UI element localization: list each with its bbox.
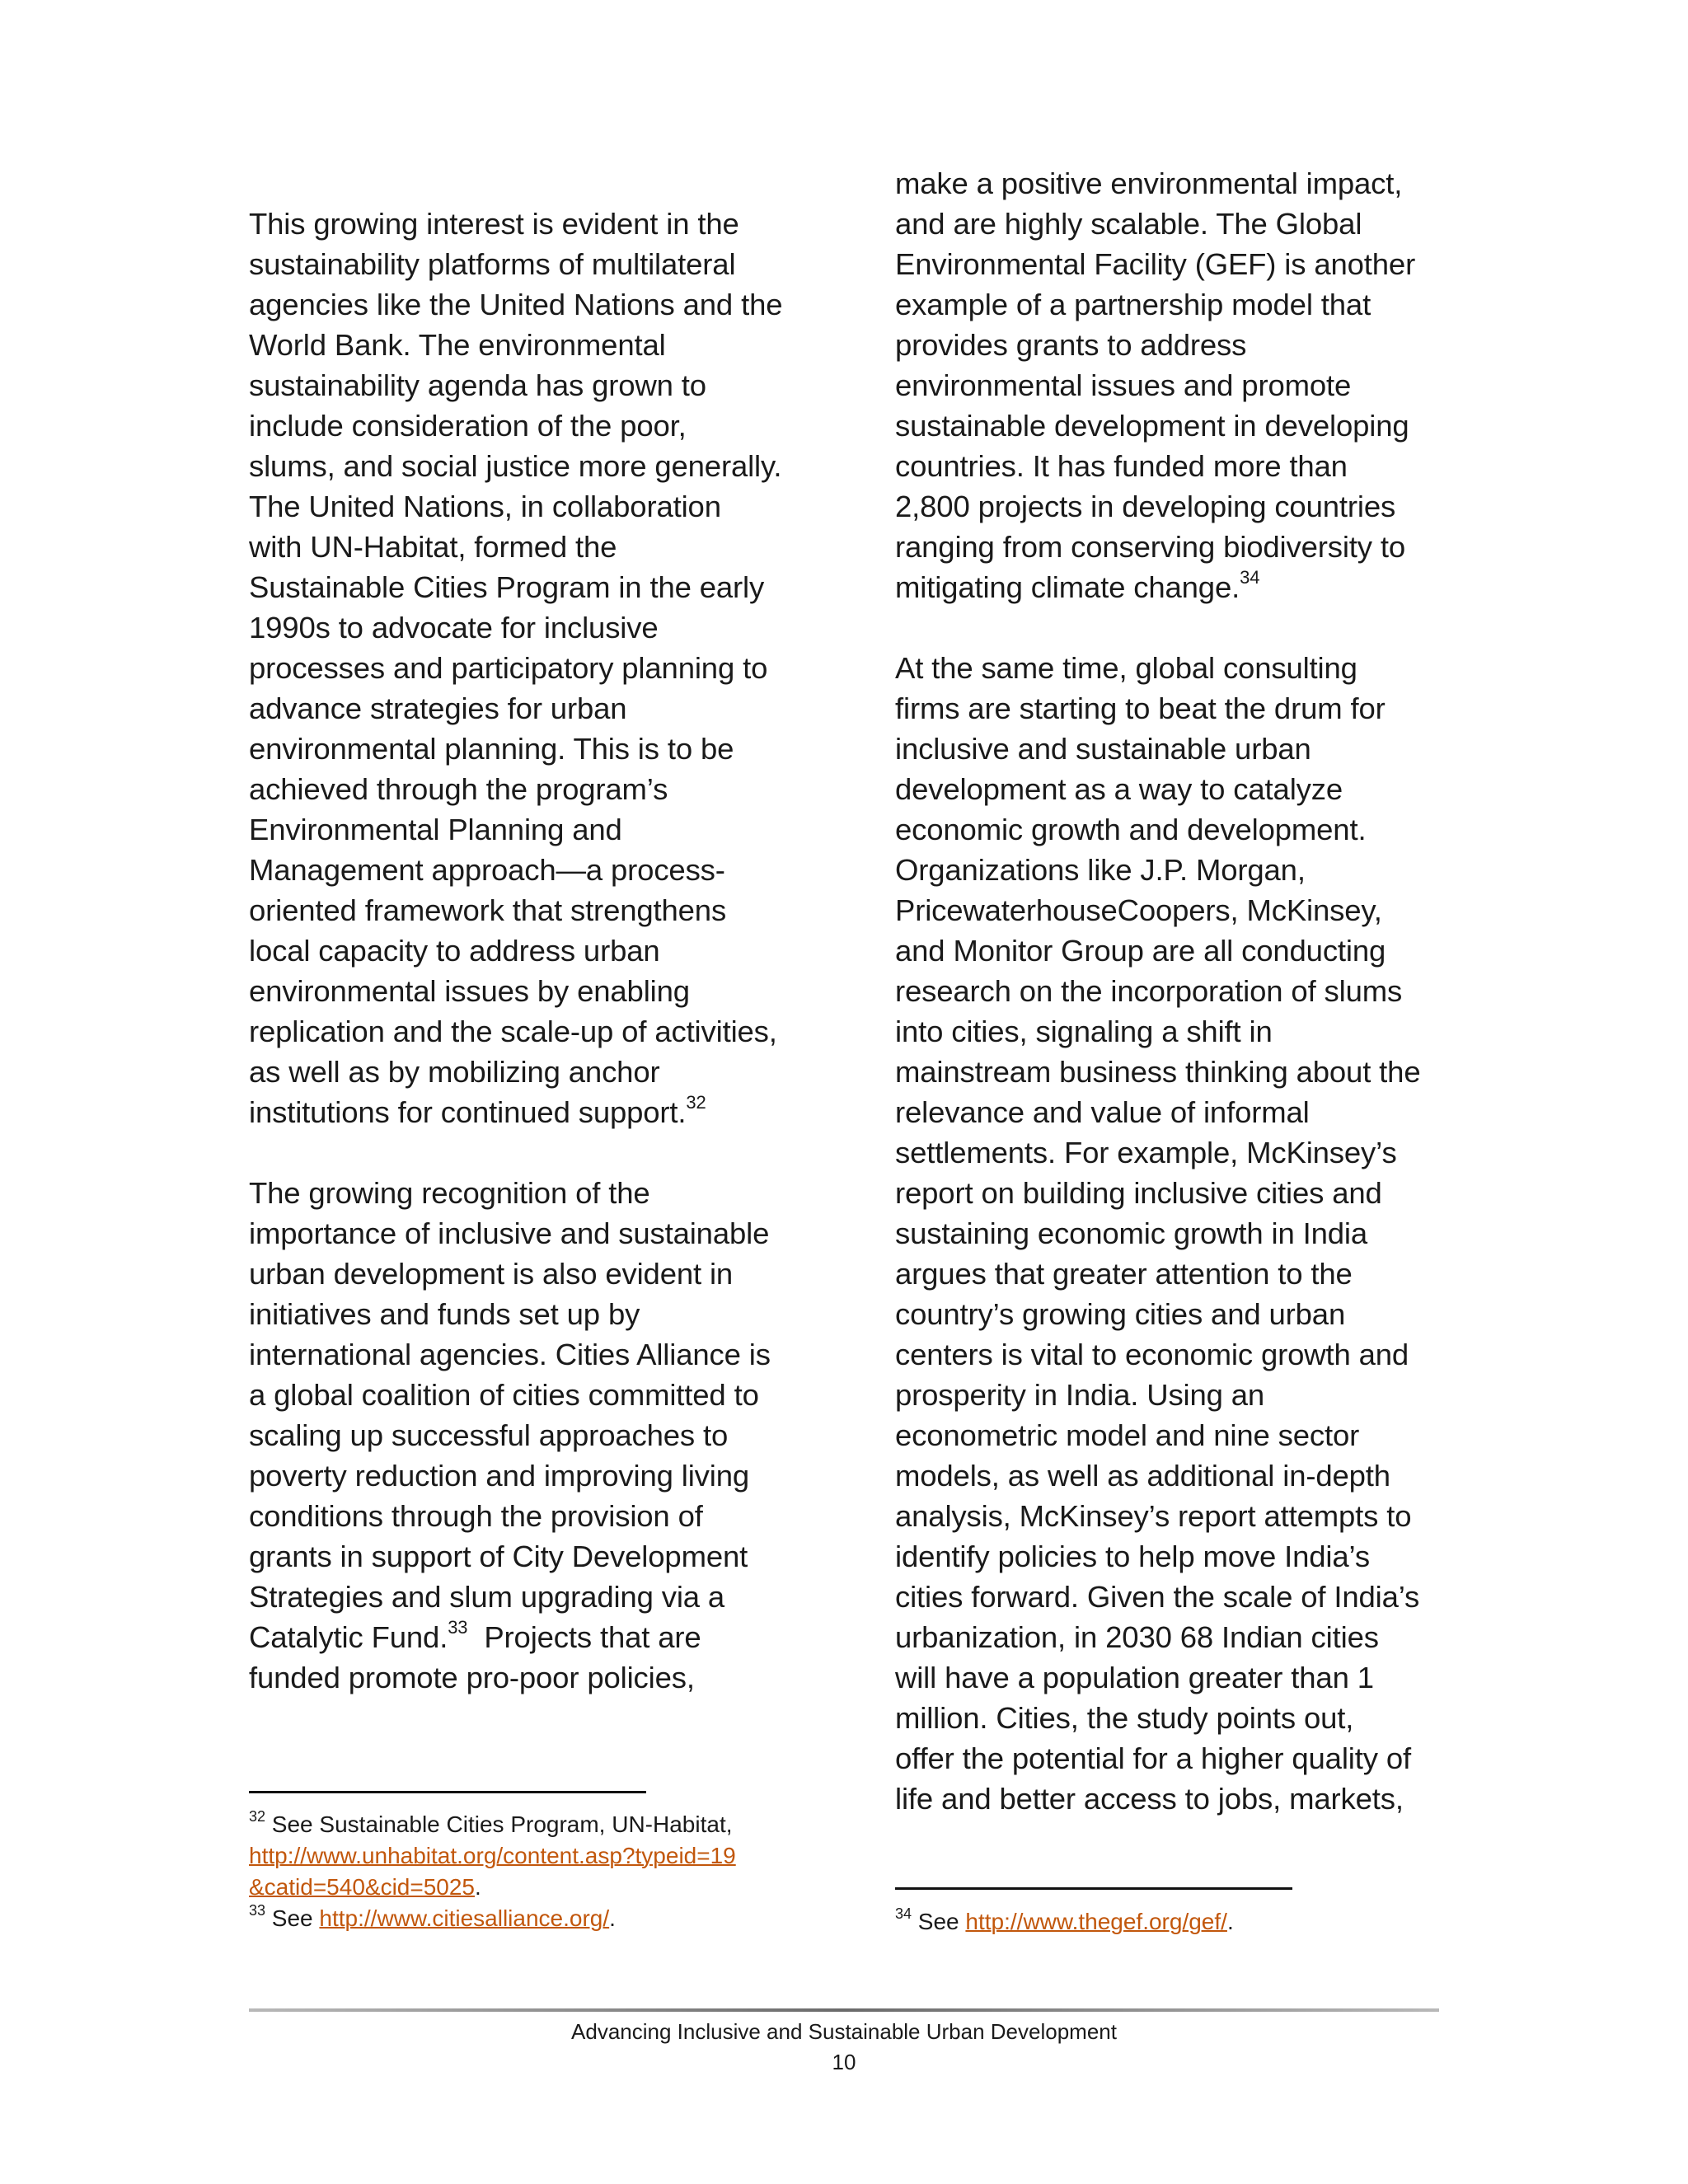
footnote-34	[895, 1906, 1234, 1938]
text-line: firms are starting to beat the drum for	[895, 691, 1386, 725]
text-line: initiatives and funds set up by	[249, 1297, 640, 1331]
footnote-number: 32	[249, 1807, 266, 1825]
paragraph-gap	[895, 607, 1472, 648]
text-line: with UN-Habitat, formed the	[249, 530, 617, 564]
footnote-32	[249, 1809, 736, 1840]
footnote-text: See Sustainable Cities Program, UN-Habitat,	[265, 1811, 733, 1837]
text-line: World Bank. The environmental	[249, 328, 666, 362]
text-line: conditions through the provision of	[249, 1499, 703, 1533]
text-line: as well as by mobilizing anchor	[249, 1055, 660, 1089]
text-line: local capacity to address urban	[249, 934, 660, 968]
text-line: achieved through the program’s	[249, 772, 668, 806]
text-line: include consideration of the poor,	[249, 409, 687, 443]
text-segment: mitigating climate change.	[895, 570, 1240, 604]
text-line: and are highly scalable. The Global	[895, 207, 1362, 241]
text-line: report on building inclusive cities and	[895, 1176, 1382, 1210]
text-line: At the same time, global consulting	[895, 651, 1357, 685]
footnote-number: 34	[895, 1905, 912, 1922]
text-line: 2,800 projects in developing countries	[895, 490, 1396, 523]
text-line: mainstream business thinking about the	[895, 1055, 1421, 1089]
paragraph	[249, 1173, 826, 1698]
text-line: poverty reduction and improving living	[249, 1459, 750, 1493]
text-line: Management approach—a process-	[249, 853, 725, 887]
text-line: inclusive and sustainable urban	[895, 732, 1311, 766]
footnote-link[interactable]: http://www.unhabitat.org/content.asp?typeid=19	[249, 1843, 736, 1868]
paragraph	[895, 648, 1472, 1819]
footnote-divider	[249, 1791, 646, 1793]
text-line: sustaining economic growth in India	[895, 1216, 1367, 1250]
text-line: into cities, signaling a shift in	[895, 1015, 1273, 1048]
text-line: prosperity in India. Using an	[895, 1378, 1265, 1412]
text-line: processes and participatory planning to	[249, 651, 768, 685]
text-line	[249, 1617, 826, 1657]
text-line: sustainability agenda has grown to	[249, 368, 706, 402]
footnote-text: See	[265, 1905, 320, 1931]
text-line: importance of inclusive and sustainable	[249, 1216, 770, 1250]
text-line: 1990s to advocate for inclusive	[249, 611, 659, 644]
text-line: sustainability platforms of multilateral	[249, 247, 736, 281]
text-line: environmental planning. This is to be	[249, 732, 734, 766]
text-line: a global coalition of cities committed to	[249, 1378, 759, 1412]
text-line: cities forward. Given the scale of India’s	[895, 1580, 1420, 1614]
footnote-32-link-line	[249, 1840, 736, 1872]
footnote-32-link-line	[249, 1872, 736, 1903]
text-line: provides grants to address	[895, 328, 1247, 362]
text-line: settlements. For example, McKinsey’s	[895, 1136, 1397, 1169]
text-line: will have a population greater than 1	[895, 1661, 1374, 1694]
text-line: argues that greater attention to the	[895, 1257, 1353, 1291]
text-line: life and better access to jobs, markets,	[895, 1782, 1404, 1816]
text-line: grants in support of City Development	[249, 1540, 748, 1573]
text-line: environmental issues and promote	[895, 368, 1352, 402]
text-line: scaling up successful approaches to	[249, 1418, 729, 1452]
text-line: oriented framework that strengthens	[249, 893, 727, 927]
text-line: Sustainable Cities Program in the early	[249, 570, 765, 604]
text-line: and Monitor Group are all conducting	[895, 934, 1386, 968]
text-line: countries. It has funded more than	[895, 449, 1348, 483]
page-number: 10	[832, 2050, 856, 2074]
text-line: Environmental Facility (GEF) is another	[895, 247, 1416, 281]
text-line: offer the potential for a higher quality of	[895, 1741, 1411, 1775]
footnote-ref-32[interactable]: 32	[686, 1091, 706, 1113]
text-line: research on the incorporation of slums	[895, 974, 1403, 1008]
text-line: centers is vital to economic growth and	[895, 1338, 1409, 1371]
text-line: advance strategies for urban	[249, 691, 627, 725]
footnote-ref-33[interactable]: 33	[448, 1616, 468, 1638]
text-line: replication and the scale-up of activities,	[249, 1015, 777, 1048]
text-line: sustainable development in developing	[895, 409, 1409, 443]
footer-title: Advancing Inclusive and Sustainable Urban Development	[571, 2019, 1117, 2044]
text-line: international agencies. Cities Alliance is	[249, 1338, 771, 1371]
text-line: example of a partnership model that	[895, 288, 1372, 321]
paragraph-gap	[249, 1132, 826, 1173]
text-line: million. Cities, the study points out,	[895, 1701, 1354, 1735]
text-line: economic growth and development.	[895, 813, 1367, 846]
text-segment: institutions for continued support.	[249, 1095, 687, 1129]
text-line: Organizations like J.P. Morgan,	[895, 853, 1306, 887]
text-segment: Projects that are	[467, 1620, 701, 1654]
footnote-ref-34[interactable]: 34	[1240, 566, 1260, 588]
text-line: development as a way to catalyze	[895, 772, 1343, 806]
footnote-divider	[895, 1887, 1292, 1890]
text-line: The United Nations, in collaboration	[249, 490, 721, 523]
text-line: models, as well as additional in-depth	[895, 1459, 1390, 1493]
footnote-33	[249, 1903, 736, 1934]
text-line: country’s growing cities and urban	[895, 1297, 1346, 1331]
paragraph	[895, 163, 1472, 607]
text-line: analysis, McKinsey’s report attempts to	[895, 1499, 1412, 1533]
text-line: urban development is also evident in	[249, 1257, 734, 1291]
text-line: Strategies and slum upgrading via a	[249, 1580, 725, 1614]
text-segment: Catalytic Fund.	[249, 1620, 448, 1654]
footnote-link[interactable]: http://www.citiesalliance.org/	[319, 1905, 610, 1931]
text-line: econometric model and nine sector	[895, 1418, 1360, 1452]
right-column	[895, 163, 1472, 1819]
text-line: ranging from conserving biodiversity to	[895, 530, 1405, 564]
footnote-punctuation: .	[1226, 1909, 1234, 1934]
text-line: environmental issues by enabling	[249, 974, 690, 1008]
text-line: make a positive environmental impact,	[895, 166, 1403, 200]
text-line: Environmental Planning and	[249, 813, 622, 846]
text-line	[249, 1092, 826, 1132]
text-line: slums, and social justice more generally.	[249, 449, 782, 483]
footnote-number: 33	[249, 1901, 266, 1919]
footnotes-left	[249, 1809, 736, 1934]
footnote-link[interactable]: &catid=540&cid=5025	[249, 1874, 475, 1900]
left-column	[249, 204, 826, 1698]
footnote-punctuation: .	[475, 1874, 481, 1900]
footnotes-right	[895, 1906, 1234, 1938]
text-line: urbanization, in 2030 68 Indian cities	[895, 1620, 1379, 1654]
text-line: identify policies to help move India’s	[895, 1540, 1370, 1573]
text-line	[895, 567, 1472, 607]
footnote-link[interactable]: http://www.thegef.org/gef/	[965, 1909, 1227, 1934]
text-line: PricewaterhouseCoopers, McKinsey,	[895, 893, 1382, 927]
text-line: The growing recognition of the	[249, 1176, 650, 1210]
text-line: agencies like the United Nations and the	[249, 288, 783, 321]
text-line: funded promote pro-poor policies,	[249, 1661, 695, 1694]
text-line: relevance and value of informal	[895, 1095, 1310, 1129]
footnote-text: See	[912, 1909, 966, 1934]
text-line: This growing interest is evident in the	[249, 207, 739, 241]
paragraph	[249, 204, 826, 1132]
footnote-punctuation: .	[609, 1905, 616, 1931]
footer-divider	[249, 2008, 1439, 2012]
